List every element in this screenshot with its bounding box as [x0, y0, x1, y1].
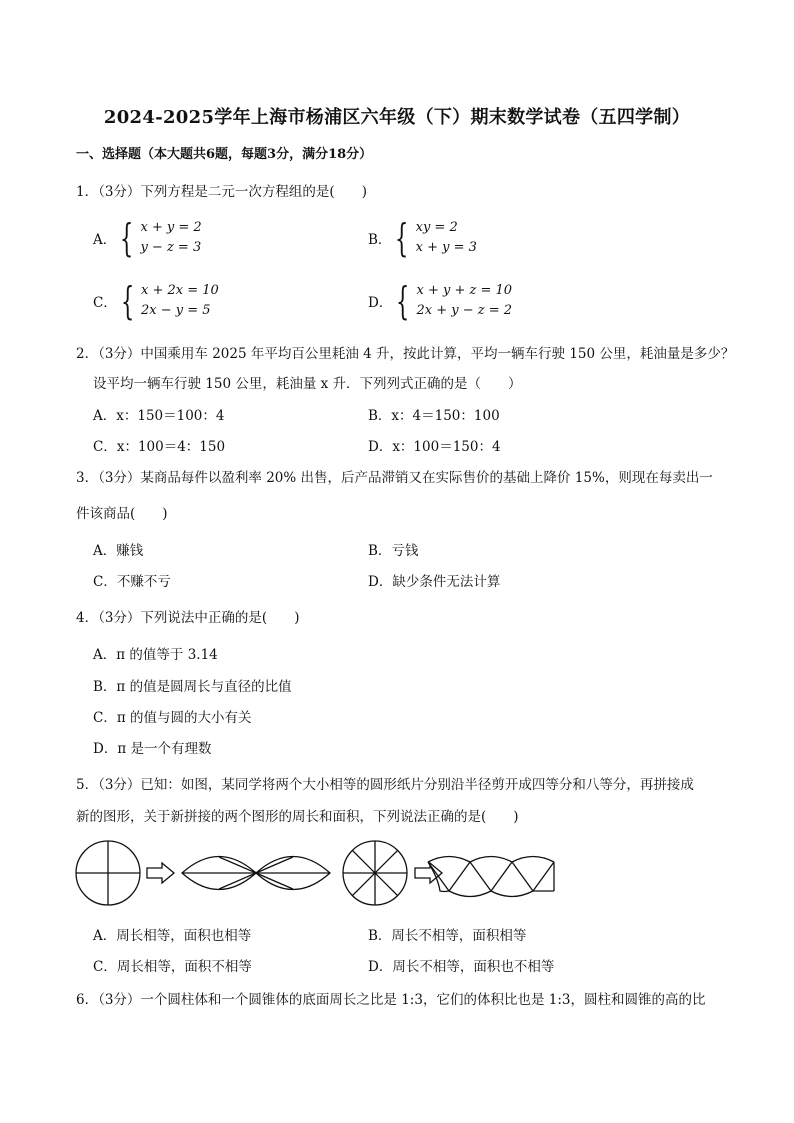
question-2-stem: 2．（3分）中国乘用车 2025 年平均百公里耗油 4 升，按此计算，平均一辆车行驶 150 公里，耗油量是多少？	[76, 346, 735, 362]
q3-option-a[interactable]: A．赚钱	[93, 543, 144, 559]
arrow-right-icon	[147, 863, 174, 883]
question-5-stem-cont: 新的图形，关于新拼接的两个图形的周长和面积，下列说法正确的是( )	[76, 809, 519, 825]
q5-option-a[interactable]: A．周长相等，面积也相等	[93, 928, 252, 944]
q2-option-d[interactable]: D．x：100＝150：4	[368, 439, 501, 455]
question-4-stem: 4．（3分）下列说法中正确的是( )	[76, 610, 300, 626]
equation: x + y = 3	[415, 240, 477, 255]
q5-option-d[interactable]: D．周长不相等，面积也不相等	[368, 959, 555, 975]
rearranged-eight-sectors-figure	[428, 857, 554, 897]
q3-option-c[interactable]: C．不赚不亏	[93, 574, 171, 590]
q4-option-c[interactable]: C．π 的值与圆的大小有关	[93, 710, 252, 726]
equation: xy = 2	[415, 220, 458, 235]
q1-option-c[interactable]	[93, 281, 219, 321]
q4-option-b[interactable]: B．π 的值是圆周长与直径的比值	[93, 679, 292, 695]
q4-option-a[interactable]: A．π 的值等于 3.14	[93, 647, 218, 663]
question-2-stem-cont: 设平均一辆车行驶 150 公里，耗油量 x 升．下列列式正确的是（ ）	[93, 376, 522, 392]
option-label: B．	[368, 232, 392, 248]
q2-option-c[interactable]: C．x：100＝4：150	[93, 439, 226, 455]
q5-option-b[interactable]: B．周长不相等，面积相等	[368, 928, 527, 944]
question-1-stem: 1．（3分）下列方程是二元一次方程组的是( )	[76, 184, 367, 200]
equation: 2x − y = 5	[141, 303, 211, 318]
page-title: 2024-2025学年上海市杨浦区六年级（下）期末数学试卷（五四学制）	[103, 107, 691, 128]
option-label: C．	[93, 295, 117, 311]
q4-option-d[interactable]: D．π 是一个有理数	[93, 741, 212, 757]
q2-option-b[interactable]: B．x：4＝150：100	[368, 408, 500, 424]
brace-icon: {	[396, 279, 410, 323]
equation: x + 2x = 10	[141, 283, 219, 298]
question-5-stem: 5．（3分）已知：如图，某同学将两个大小相等的圆形纸片分别沿半径剪开成四等分和八等分，再拼接成	[76, 777, 694, 793]
question-3-stem-cont: 件该商品( )	[76, 506, 168, 522]
q1-option-b[interactable]	[368, 218, 477, 258]
q1-option-a[interactable]	[93, 218, 202, 258]
brace-icon: {	[120, 216, 134, 260]
question-6-stem: 6．（3分）一个圆柱体和一个圆锥体的底面周长之比是 1:3，它们的体积比也是 1:3，圆柱和圆锥的高的比	[76, 992, 706, 1008]
section-heading: 一、选择题（本大题共6题，每题3分，满分18分）	[76, 147, 373, 162]
equation: 2x + y − z = 2	[416, 303, 513, 318]
q5-option-c[interactable]: C．周长相等，面积不相等	[93, 959, 252, 975]
brace-icon: {	[395, 216, 409, 260]
brace-icon: {	[120, 279, 135, 323]
question-3-stem: 3．（3分）某商品每件以盈利率 20% 出售，后产品滞销又在实际售价的基础上降价 15%，则现在每卖出一	[76, 470, 713, 486]
quartered-circle-figure	[76, 841, 140, 905]
eighths-circle-figure	[343, 841, 407, 905]
option-label: A．	[93, 232, 117, 248]
arrow-right-icon	[415, 863, 442, 883]
q2-option-a[interactable]: A．x：150＝100：4	[93, 408, 225, 424]
rearranged-four-sectors-figure	[182, 857, 330, 890]
equation: x + y = 2	[140, 220, 202, 235]
equation: x + y + z = 10	[416, 283, 513, 298]
q5-figure	[0, 838, 794, 918]
q1-option-d[interactable]	[368, 281, 512, 321]
q3-option-d[interactable]: D．缺少条件无法计算	[368, 574, 501, 590]
q3-option-b[interactable]: B．亏钱	[368, 543, 419, 559]
option-label: D．	[368, 295, 393, 311]
equation: y − z = 3	[140, 240, 202, 255]
